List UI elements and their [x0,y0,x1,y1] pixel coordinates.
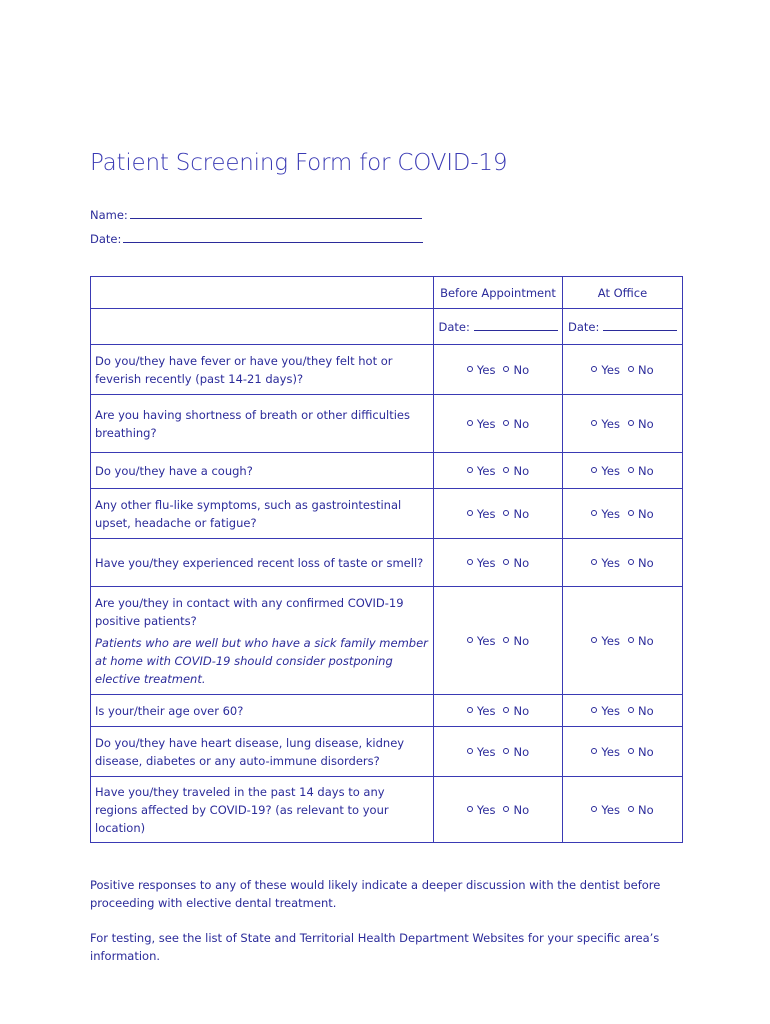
yes-option-label: Yes [601,555,620,570]
no-radio-icon[interactable] [503,748,509,754]
question-cell [91,587,434,695]
at-office-answer-cell [563,453,683,489]
question-text: Any other flu-like symptoms, such as gastrointestinal upset, headache or fatigue? [95,497,402,530]
question-text: Are you/they in contact with any confirmed COVID-19 positive patients? [95,595,404,628]
at-office-answer-cell [563,777,683,843]
yes-radio-icon[interactable] [467,467,473,473]
yes-option-label: Yes [476,802,496,817]
yes-option-label: Yes [476,555,496,570]
question-note: Patients who are well but who have a sick family member at home with COVID-19 should consider postponing elective treatment. [95,635,428,686]
at-office-no-option[interactable] [628,632,654,650]
yes-radio-icon[interactable] [591,637,597,643]
before-appointment-no-option[interactable] [503,462,529,480]
no-option-label: No [637,506,654,521]
before-date-label: Date: [438,319,470,334]
before-appointment-answer-cell [434,489,563,539]
question-text: Have you/they experienced recent loss of taste or smell? [95,555,424,570]
at-office-answer-cell [563,695,683,727]
yes-option-label: Yes [601,703,620,718]
question-cell [91,727,434,777]
yes-radio-icon[interactable] [467,366,473,372]
before-appointment-answer-cell [434,539,563,587]
at-office-answer-cell [563,345,683,395]
question-cell [91,489,434,539]
no-option-label: No [637,744,654,759]
before-appointment-yes-option[interactable] [467,554,496,572]
yes-option-label: Yes [601,416,620,431]
question-cell [91,777,434,843]
at-office-answer-cell [563,727,683,777]
before-appointment-answer-cell [434,695,563,727]
before-appointment-answer-cell [434,777,563,843]
header-empty-cell [91,277,434,309]
at-office-no-option[interactable] [628,361,654,379]
yes-radio-icon[interactable] [591,559,597,565]
before-appointment-answer-cell [434,727,563,777]
question-row [91,587,683,695]
page-title: Patient Screening Form for COVID-19 [90,150,508,176]
before-appointment-yes-option[interactable] [467,415,496,433]
before-appointment-no-option[interactable] [503,505,529,523]
yes-option-label: Yes [476,506,496,521]
yes-radio-icon[interactable] [591,748,597,754]
no-option-label: No [513,506,530,521]
at-office-answer-cell [563,587,683,695]
before-appointment-no-option[interactable] [503,702,529,720]
no-radio-icon[interactable] [628,637,634,643]
yes-option-label: Yes [601,463,620,478]
before-appointment-no-option[interactable] [503,415,529,433]
footer-note-testing: For testing, see the list of State and Territorial Health Department Websites for your specific area’s information. [90,931,660,963]
date-row [91,309,683,345]
question-cell [91,453,434,489]
name-blank-line[interactable] [130,207,422,219]
question-cell [91,539,434,587]
yes-radio-icon[interactable] [467,707,473,713]
no-option-label: No [637,703,654,718]
yes-radio-icon[interactable] [591,467,597,473]
no-option-label: No [637,362,654,377]
question-row [91,489,683,539]
question-row [91,695,683,727]
no-radio-icon[interactable] [628,467,634,473]
yes-option-label: Yes [601,744,620,759]
at-office-answer-cell [563,539,683,587]
no-option-label: No [637,802,654,817]
no-option-label: No [637,633,654,648]
yes-radio-icon[interactable] [467,806,473,812]
at-office-no-option[interactable] [628,702,654,720]
at-office-yes-option[interactable] [591,743,620,761]
at-office-yes-option[interactable] [591,415,620,433]
before-appointment-yes-option[interactable] [467,505,496,523]
at-office-answer-cell [563,489,683,539]
no-radio-icon[interactable] [628,420,634,426]
before-appointment-no-option[interactable] [503,632,529,650]
before-appointment-answer-cell [434,587,563,695]
office-date-label: Date: [567,319,600,334]
before-date-cell[interactable] [434,309,563,345]
before-appointment-answer-cell [434,395,563,453]
at-office-yes-option[interactable] [591,554,620,572]
yes-option-label: Yes [476,744,496,759]
before-appointment-yes-option[interactable] [467,743,496,761]
question-row [91,777,683,843]
no-option-label: No [513,744,530,759]
before-appointment-no-option[interactable] [503,361,529,379]
no-option-label: No [513,416,530,431]
footer-note-positive-responses: Positive responses to any of these would likely indicate a deeper discussion with the dentist before proceeding with elective dental treatment. [90,878,661,910]
at-office-yes-option[interactable] [591,632,620,650]
office-date-cell[interactable] [563,309,683,345]
question-cell [91,395,434,453]
yes-option-label: Yes [601,633,620,648]
yes-option-label: Yes [476,703,496,718]
no-radio-icon[interactable] [628,366,634,372]
no-radio-icon[interactable] [503,637,509,643]
at-office-no-option[interactable] [628,743,654,761]
at-office-no-option[interactable] [628,801,654,819]
column-header-at-office: At Office [563,277,683,309]
at-office-yes-option[interactable] [591,505,620,523]
question-text: Do you/they have a cough? [95,463,253,478]
no-radio-icon[interactable] [503,707,509,713]
before-appointment-no-option[interactable] [503,743,529,761]
yes-option-label: Yes [476,416,496,431]
no-radio-icon[interactable] [503,467,509,473]
office-date-blank[interactable] [603,319,677,331]
date-blank-line[interactable] [123,231,423,243]
before-appointment-no-option[interactable] [503,554,529,572]
before-appointment-yes-option[interactable] [467,462,496,480]
no-option-label: No [513,703,530,718]
before-appointment-no-option[interactable] [503,801,529,819]
no-option-label: No [513,555,530,570]
question-row [91,539,683,587]
at-office-no-option[interactable] [628,462,654,480]
before-appointment-yes-option[interactable] [467,632,496,650]
no-radio-icon[interactable] [628,510,634,516]
at-office-no-option[interactable] [628,415,654,433]
question-text: Do you/they have fever or have you/they felt hot or feverish recently (past 14-21 days)? [95,353,393,386]
date-field[interactable] [90,231,423,246]
yes-option-label: Yes [476,362,496,377]
yes-radio-icon[interactable] [591,366,597,372]
yes-option-label: Yes [601,802,620,817]
question-text: Is your/their age over 60? [95,703,244,718]
question-text: Are you having shortness of breath or other difficulties breathing? [95,407,410,440]
before-appointment-answer-cell [434,453,563,489]
no-radio-icon[interactable] [503,559,509,565]
yes-radio-icon[interactable] [467,420,473,426]
no-radio-icon[interactable] [503,510,509,516]
question-row [91,345,683,395]
yes-radio-icon[interactable] [591,806,597,812]
no-option-label: No [513,362,530,377]
no-radio-icon[interactable] [628,559,634,565]
no-option-label: No [637,416,654,431]
yes-radio-icon[interactable] [467,748,473,754]
yes-option-label: Yes [601,506,620,521]
name-label: Name: [90,208,128,222]
at-office-yes-option[interactable] [591,462,620,480]
at-office-no-option[interactable] [628,505,654,523]
header-row [91,277,683,309]
before-appointment-yes-option[interactable] [467,361,496,379]
no-radio-icon[interactable] [503,806,509,812]
before-appointment-yes-option[interactable] [467,702,496,720]
before-appointment-yes-option[interactable] [467,801,496,819]
date-row-empty-cell [91,309,434,345]
no-option-label: No [513,802,530,817]
at-office-yes-option[interactable] [591,801,620,819]
yes-radio-icon[interactable] [467,559,473,565]
question-row [91,395,683,453]
screening-table [90,276,683,843]
no-option-label: No [513,633,530,648]
yes-option-label: Yes [601,362,620,377]
question-row [91,453,683,489]
yes-option-label: Yes [476,463,496,478]
question-text: Do you/they have heart disease, lung disease, kidney disease, diabetes or any auto-immune disorders? [95,735,405,768]
no-radio-icon[interactable] [503,420,509,426]
question-row [91,727,683,777]
question-cell [91,695,434,727]
before-appointment-answer-cell [434,345,563,395]
at-office-yes-option[interactable] [591,361,620,379]
no-radio-icon[interactable] [628,707,634,713]
no-option-label: No [637,555,654,570]
before-date-blank[interactable] [474,319,558,331]
at-office-yes-option[interactable] [591,702,620,720]
yes-radio-icon[interactable] [467,637,473,643]
no-radio-icon[interactable] [503,366,509,372]
at-office-answer-cell [563,395,683,453]
yes-option-label: Yes [476,633,496,648]
no-option-label: No [513,463,530,478]
date-label: Date: [90,232,122,246]
column-header-before-appointment: Before Appointment [434,277,563,309]
no-radio-icon[interactable] [628,806,634,812]
yes-radio-icon[interactable] [591,510,597,516]
question-cell [91,345,434,395]
yes-radio-icon[interactable] [591,420,597,426]
yes-radio-icon[interactable] [591,707,597,713]
at-office-no-option[interactable] [628,554,654,572]
yes-radio-icon[interactable] [467,510,473,516]
question-text: Have you/they traveled in the past 14 days to any regions affected by COVID-19? (as relevant to your location) [95,784,389,835]
no-option-label: No [637,463,654,478]
name-field[interactable] [90,207,422,222]
no-radio-icon[interactable] [628,748,634,754]
